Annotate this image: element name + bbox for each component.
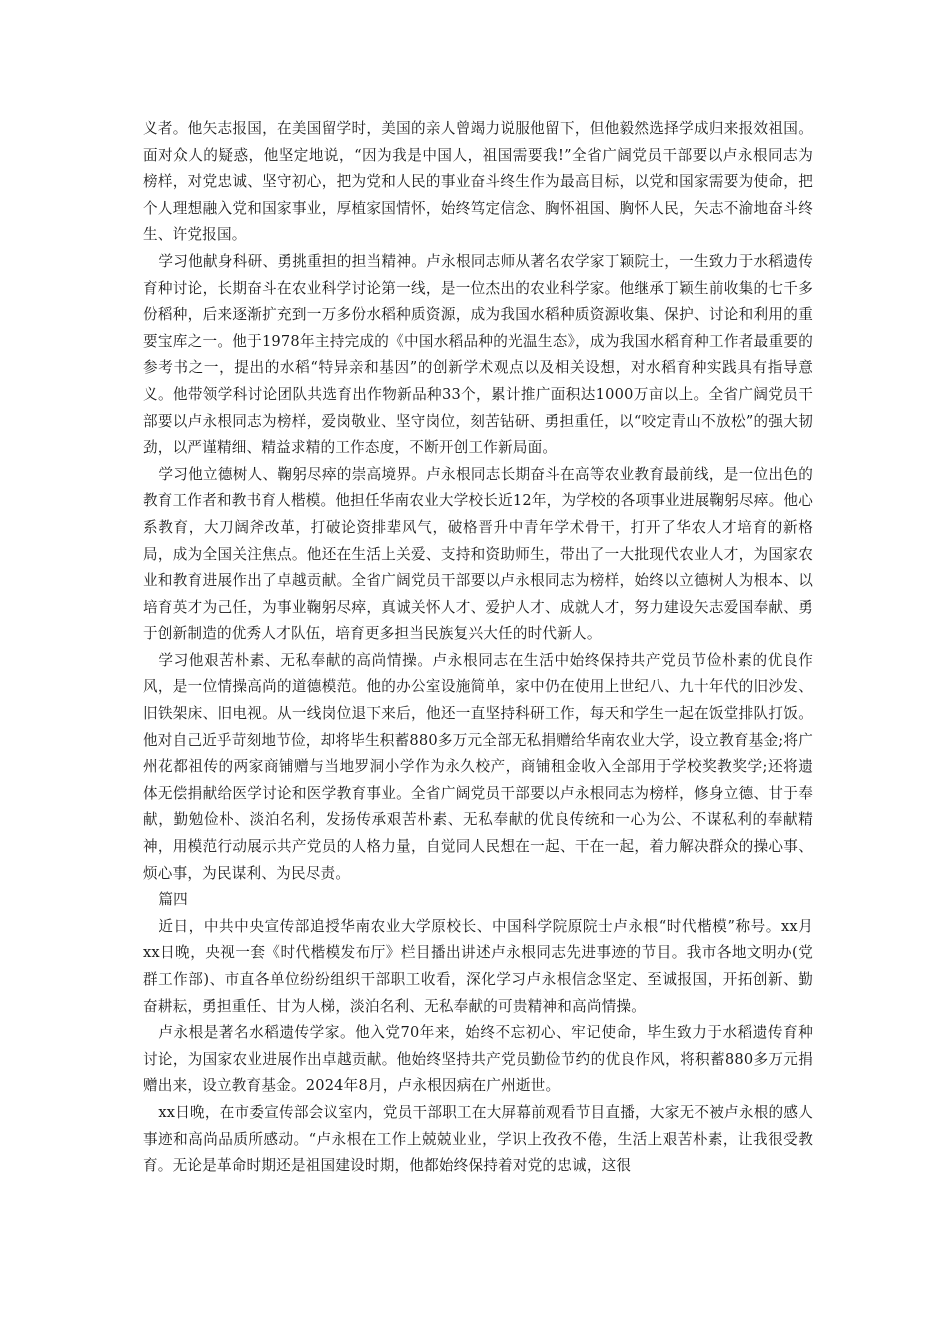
paragraph-4: 学习他艰苦朴素、无私奉献的高尚情操。卢永根同志在生活中始终保持共产党员节俭朴素的优良作风，是一位情操高尚的道德模范。他的办公室设施简单，家中仍在使用上世纪八、九十年代的旧沙发、旧铁架床、旧电视。从一线岗位退下来后，他还一直坚持科研工作，每天和学生一起在饭堂排队打饭。他对自己近乎苛刻地节俭，却将毕生积蓄880多万元全部无私捐赠给华南农业大学，设立教育基金;将广州花都祖传的两家商铺赠与当地罗洞小学作为永久校产，商铺租金收入全部用于学校奖教奖学;还将遗体无偿捐献给医学讨论和医学教育事业。全省广阔党员干部要以卢永根同志为榜样，修身立德、甘于奉献，勤勉俭朴、淡泊名利，发扬传承艰苦朴素、无私奉献的优良传统和一心为公、不谋私利的奉献精神，用模范行动展示共产党员的人格力量，自觉同人民想在一起、干在一起，着力解决群众的操心事、烦心事，为民谋利、为民尽责。 [143,651,813,882]
paragraph-1: 义者。他矢志报国，在美国留学时，美国的亲人曾竭力说服他留下，但他毅然选择学成归来报效祖国。面对众人的疑惑，他坚定地说，“因为我是中国人，祖国需要我!”全省广阔党员干部要以卢永根同志为榜样，对党忠诚、坚守初心，把为党和人民的事业奋斗终生作为最高目标，以党和国家需要为使命，把个人理想融入党和国家事业，厚植家国情怀，始终笃定信念、胸怀祖国、胸怀人民，矢志不渝地奋斗终生、许党报国。 [143,120,813,244]
document-body [143,116,813,1180]
paragraph-8: xx日晚，在市委宣传部会议室内，党员干部职工在大屏幕前观看节目直播，大家无不被卢永根的感人事迹和高尚品质所感动。“卢永根在工作上兢兢业业，学识上孜孜不倦，生活上艰苦朴素，让我很受教育。无论是革命时期还是祖国建设时期，他都始终保持着对党的忠诚，这很 [143,1103,813,1175]
paragraph-7: 卢永根是著名水稻遗传学家。他入党70年来，始终不忘初心、牢记使命，毕生致力于水稻遗传育种讨论，为国家农业进展作出卓越贡献。他始终坚持共产党员勤俭节约的优良作风，将积蓄880多万元捐赠出来，设立教育基金。2024年8月，卢永根因病在广州逝世。 [143,1024,813,1095]
paragraph-6: 近日，中共中央宣传部追授华南农业大学原校长、中国科学院原院士卢永根“时代楷模”称号。xx月xx日晚，央视一套《时代楷模发布厅》栏目播出讲述卢永根同志先进事迹的节目。我市各地文明办(党群工作部)、市直各单位纷纷组织干部职工收看，深化学习卢永根信念坚定、至诚报国，开拓创新、勤奋耕耘，勇担重任、甘为人梯，淡泊名利、无私奉献的可贵精神和高尚情操。 [143,917,813,1015]
section-heading: 篇四 [158,891,188,909]
paragraph-3: 学习他立德树人、鞠躬尽瘁的崇高境界。卢永根同志长期奋斗在高等农业教育最前线，是一位出色的教育工作者和教书育人楷模。他担任华南农业大学校长近12年，为学校的各项事业进展鞠躬尽瘁。他心系教育，大刀阔斧改革，打破论资排辈风气，破格晋升中青年学术骨干，打开了华农人才培育的新格局，成为全国关注焦点。他还在生活上关爱、支持和资助师生，带出了一大批现代农业人才，为国家农业和教育进展作出了卓越贡献。全省广阔党员干部要以卢永根同志为榜样，始终以立德树人为根本、以培育英才为己任，为事业鞠躬尽瘁，真诚关怀人才、爱护人才、成就人才，努力建设矢志爱国奉献、勇于创新制造的优秀人才队伍，培育更多担当民族复兴大任的时代新人。 [143,465,813,643]
paragraph-2: 学习他献身科研、勇挑重担的担当精神。卢永根同志师从著名农学家丁颖院士，一生致力于水稻遗传育种讨论，长期奋斗在农业科学讨论第一线，是一位杰出的农业科学家。他继承丁颖生前收集的七千多份稻种，后来逐渐扩充到一万多份水稻种质资源，成为我国水稻种质资源收集、保护、讨论和利用的重要宝库之一。他于1978年主持完成的《中国水稻品种的光温生态》，成为我国水稻育种工作者最重要的参考书之一，提出的水稻“特异亲和基因”的创新学术观点以及相关设想，对水稻育种实践具有指导意义。他带领学科讨论团队共选育出作物新品种33个，累计推广面积达1000万亩以上。全省广阔党员干部要以卢永根同志为榜样，爱岗敬业、坚守岗位，刻苦钻研、勇担重任，以“咬定青山不放松”的强大韧劲，以严谨精细、精益求精的工作态度，不断开创工作新局面。 [143,252,813,457]
